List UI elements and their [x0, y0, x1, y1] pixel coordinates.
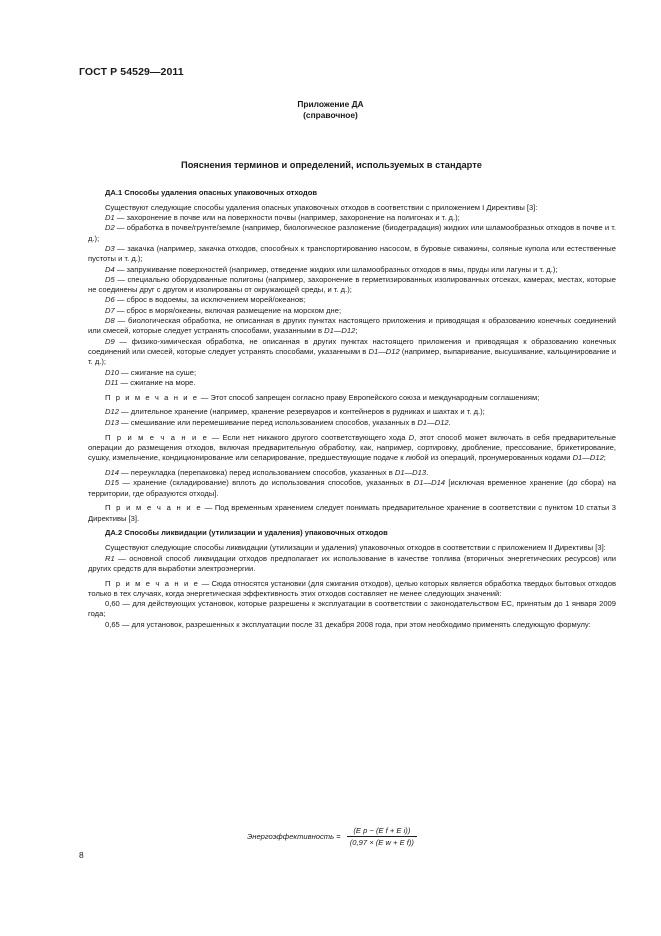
item-ref: D1—D12: [368, 346, 400, 356]
item-code: D4: [105, 264, 115, 274]
note-label: П р и м е ч а н и е: [105, 392, 199, 402]
item-text: — сброс в водоемы, за исключением морей/океанов;: [114, 295, 306, 305]
note-paragraph: [88, 503, 616, 524]
item-tail: (например, выпаривание, высушивание, кальцинирование и т. д.);: [88, 346, 617, 367]
list-item: [88, 554, 616, 575]
list-item: [88, 306, 616, 316]
item-code: D8: [105, 316, 115, 326]
item-code: D6: [105, 295, 115, 305]
list-item: [88, 213, 616, 223]
paragraph-value-2: 0,65 — для установок, разрешенных к эксплуатации после 31 декабря 2008 года, при этом необходимо применять следующую формулу:: [105, 619, 591, 629]
list-item: [88, 368, 616, 378]
paragraph-intro-da1: Существуют следующие способы удаления опасных упаковочных отходов в соответствии с приложением I Директивы [3]:: [105, 202, 538, 212]
item-text: — биологическая обработка, не описанная в других пунктах настоящего приложения и приводящая к образованию конечных соединений или смесей, которые следует устранять способами, указанными в: [88, 316, 616, 336]
section-heading-da1: ДА.1 Способы удаления опасных упаковочных отходов: [105, 188, 318, 197]
item-text: — переукладка (перепаковка) перед использованием способов, указанных в: [118, 467, 395, 477]
section-heading-da2: ДА.2 Способы ликвидации (утилизации и удаления) упаковочных отходов: [105, 528, 388, 538]
list-item: [88, 418, 616, 428]
item-ref: D1—D12: [417, 417, 449, 427]
note-tail: ;: [603, 453, 606, 463]
formula-eq: =: [334, 832, 343, 841]
list-item: [88, 378, 616, 388]
item-text: — длительное хранение (например, хранение резервуаров и контейнеров в рудниках и шахтах и т. д.);: [118, 407, 485, 417]
item-text: — сброс в моря/океаны, включая размещение на морском дне;: [114, 305, 342, 315]
item-code: D2: [105, 223, 115, 233]
note-text: — Этот способ запрещен согласно праву Европейского союза и международным соглашениям;: [198, 392, 540, 402]
note-label: П р и м е ч а н и е: [105, 578, 200, 588]
list-item: [88, 407, 616, 417]
item-text: — сжигание на суше;: [118, 367, 197, 377]
note-label: П р и м е ч а н и е: [105, 432, 209, 442]
item-ref: D1—D12: [324, 326, 356, 336]
note-code: D: [408, 432, 415, 442]
item-code: D11: [105, 377, 119, 387]
page-number: 8: [79, 850, 84, 860]
item-text: — обработка в почве/грунте/земле (например, биологическое разложение (биодеградация) жидких или шламообразных отходов в почве и т. д.);: [88, 223, 616, 243]
list-item: [88, 337, 616, 368]
item-code: D3: [105, 243, 115, 253]
item-tail: .: [426, 467, 429, 477]
note-label: П р и м е ч а н и е: [105, 503, 203, 513]
item-text: — сжигание на море.: [118, 377, 196, 387]
item-text: — смешивание или перемешивание перед использованием способов, указанных в: [118, 417, 418, 427]
list-item: [88, 478, 616, 499]
item-code: D9: [105, 336, 115, 346]
list-item: [88, 244, 616, 265]
item-text: — физико-химическая обработка, не описанная в других пунктах настоящего приложения и приводящая к образованию конечных соединений или смесей, которые следует устранять способами, указанными в: [88, 336, 616, 356]
item-tail: ;: [355, 326, 358, 336]
item-text: — закачка (например, закачка отходов, способных к транспортированию насосом, в буровые скважины, соляные купола или естественные пустоты и т. д.);: [88, 243, 616, 264]
annex-name: Приложение ДА: [297, 99, 364, 109]
list-item: [88, 316, 616, 337]
item-code: D10: [105, 367, 119, 377]
energy-efficiency-formula: [247, 826, 417, 847]
paragraph-value-1: 0,60 — для действующих установок, которые разрешены к эксплуатации в соответствии с законодательством ЕС, принятым до 1 января 2009 года;: [88, 599, 616, 619]
document-body: [88, 188, 616, 630]
note-text: — Под временным хранением следует понимать предварительное хранение в соответствии с пунктом 10 статьи 3 Директивы [3].: [88, 503, 617, 523]
note-paragraph: [88, 393, 616, 403]
list-item: [88, 295, 616, 305]
item-code: D13: [105, 417, 119, 427]
list-item: [88, 223, 616, 244]
item-text: — основной способ ликвидации отходов предполагает их использование в качестве топлива (вторичных энергетических ресурсов) или других средств для выработки электроэнергии.: [88, 553, 616, 573]
page-title: Пояснения терминов и определений, используемых в стандарте: [181, 160, 482, 170]
formula-denominator: (0,97 × (E w + E f)): [349, 838, 414, 847]
item-text: — хранение (складирование) вплоть до использования способов, указанных в: [118, 478, 414, 488]
list-item: [88, 468, 616, 478]
note-ref: D1—D12: [572, 453, 604, 463]
note-paragraph: [88, 579, 616, 600]
item-tail: [исключая временное хранение (до сбора) на территории, где образуются отходы].: [88, 478, 616, 498]
document-header: ГОСТ Р 54529—2011: [79, 66, 184, 78]
note-paragraph: [88, 433, 616, 464]
item-code: D12: [105, 407, 119, 417]
item-ref: D1—D14: [413, 478, 446, 488]
list-item: [88, 265, 616, 275]
note-text: — Сюда относятся установки (для сжигания отходов), целью которых является обработка твердых бытовых отходов только в тех случаях, когда энергетическая эффективность этих отходов составляет не менее следующих значений:: [88, 578, 616, 598]
paragraph-intro-da2: Существуют следующие способы ликвидации (утилизации и удаления) упаковочных отходов в соответствии с приложением II Директивы [3]:: [105, 543, 606, 553]
item-code: D1: [105, 213, 115, 223]
formula-lhs: Энергоэффективность: [247, 832, 335, 841]
annex-note: (справочное): [303, 110, 358, 120]
item-code: D7: [105, 305, 115, 315]
item-code: D14: [105, 467, 119, 477]
item-tail: .: [448, 417, 451, 427]
annex-heading: [0, 99, 661, 121]
note-text: , этот способ может включать в себя предварительные операции до размещения отходов, включая предварительную обработку, как, например, сортировку, дробление, прессование, брикетирование, сушку, измельчение, кондиционирование или сепарирование, предшествующие подаче к любой из операций, пронумерованных кодами: [88, 432, 616, 463]
item-code: R1: [105, 553, 115, 563]
note-text: — Если нет никакого другого соответствующего хода: [208, 432, 409, 442]
formula-fraction: [347, 826, 417, 847]
item-code: D5: [105, 274, 115, 284]
item-text: — специально оборудованные полигоны (например, захоронение в герметизированных изолированных отсеках, камерах, местах, которые не соединены друг с другом и изолированы от окружающей среды, и т. д.);: [88, 274, 616, 295]
item-code: D15: [105, 478, 119, 488]
list-item: [88, 275, 616, 296]
formula-numerator: (E p − (E f + E i)): [347, 826, 417, 837]
item-text: — запруживание поверхностей (например, отведение жидких или шламообразных отходов в ямы, пруды или лагуны и т. д.);: [114, 264, 558, 274]
item-ref: D1—D13: [394, 467, 427, 477]
item-text: — захоронение в почве или на поверхности почвы (например, захоронение на полигонах и т. д.);: [114, 213, 460, 223]
